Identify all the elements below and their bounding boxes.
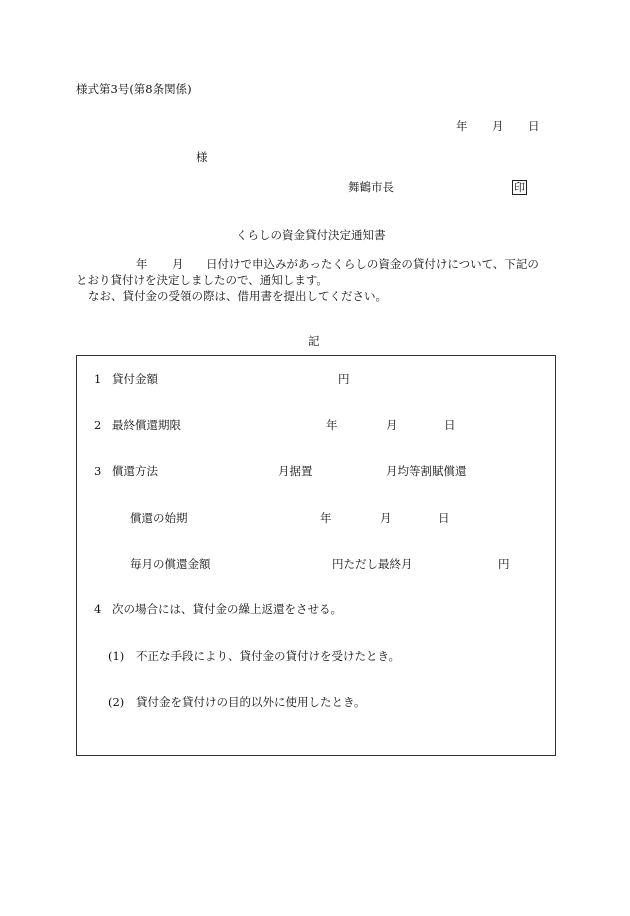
item3-start-year: 年 <box>320 511 332 525</box>
item2-label: 最終償還期限 <box>112 418 181 432</box>
body-line3-text: なお、貸付金の受領の際は、借用書を提出してください。 <box>88 289 387 303</box>
item4-number: 4 <box>94 602 102 616</box>
item3-monthly-unit: 円ただし最終月 <box>332 557 413 571</box>
item1-number: 1 <box>94 372 102 386</box>
body-line2-text: とおり貸付けを決定しましたので、通知します。 <box>76 273 328 287</box>
body-line1-month: 月 <box>172 257 184 271</box>
item3-final-unit: 円 <box>498 557 510 571</box>
item4-sub1-number: (1) <box>108 649 125 663</box>
seal-stamp: 印 <box>514 181 525 194</box>
item2-number: 2 <box>94 418 102 432</box>
body-line1-year: 年 <box>136 257 148 271</box>
body-line1-text: 日付けで申込みがあったくらしの資金の貸付けについて、下記の <box>206 257 539 271</box>
item4-label: 次の場合には、貸付金の繰上返還をさせる。 <box>112 602 342 616</box>
item1-unit: 円 <box>338 372 350 386</box>
item2-year: 年 <box>326 418 338 432</box>
item2-month: 月 <box>386 418 398 432</box>
item3-label: 償還方法 <box>112 464 158 478</box>
item1-label: 貸付金額 <box>112 372 158 386</box>
item4-sub1-text: 不正な手段により、貸付金の貸付けを受けたとき。 <box>136 649 401 663</box>
item3-start-day: 日 <box>438 511 450 525</box>
item3-number: 3 <box>94 464 102 478</box>
date-day-label: 日 <box>528 119 540 133</box>
ki-marker: 記 <box>308 334 320 348</box>
date-month-label: 月 <box>492 119 504 133</box>
date-year-label: 年 <box>456 119 468 133</box>
form-number: 様式第3号(第8条関係) <box>76 82 192 96</box>
item4-sub2-number: (2) <box>108 695 125 709</box>
item4-sub2-text: 貸付金を貸付けの目的以外に使用したとき。 <box>136 695 366 709</box>
item3-start-label: 償還の始期 <box>130 511 188 525</box>
issuer-name: 舞鶴市長 <box>348 180 394 194</box>
item3-installment: 月均等割賦償還 <box>386 464 467 478</box>
item2-day: 日 <box>444 418 456 432</box>
item3-start-month: 月 <box>380 511 392 525</box>
item3-monthly-label: 毎月の償還金額 <box>130 557 211 571</box>
item3-grace: 月据置 <box>278 464 313 478</box>
document-title: くらしの資金貸付決定通知書 <box>236 228 386 242</box>
addressee-honorific: 様 <box>196 150 208 164</box>
